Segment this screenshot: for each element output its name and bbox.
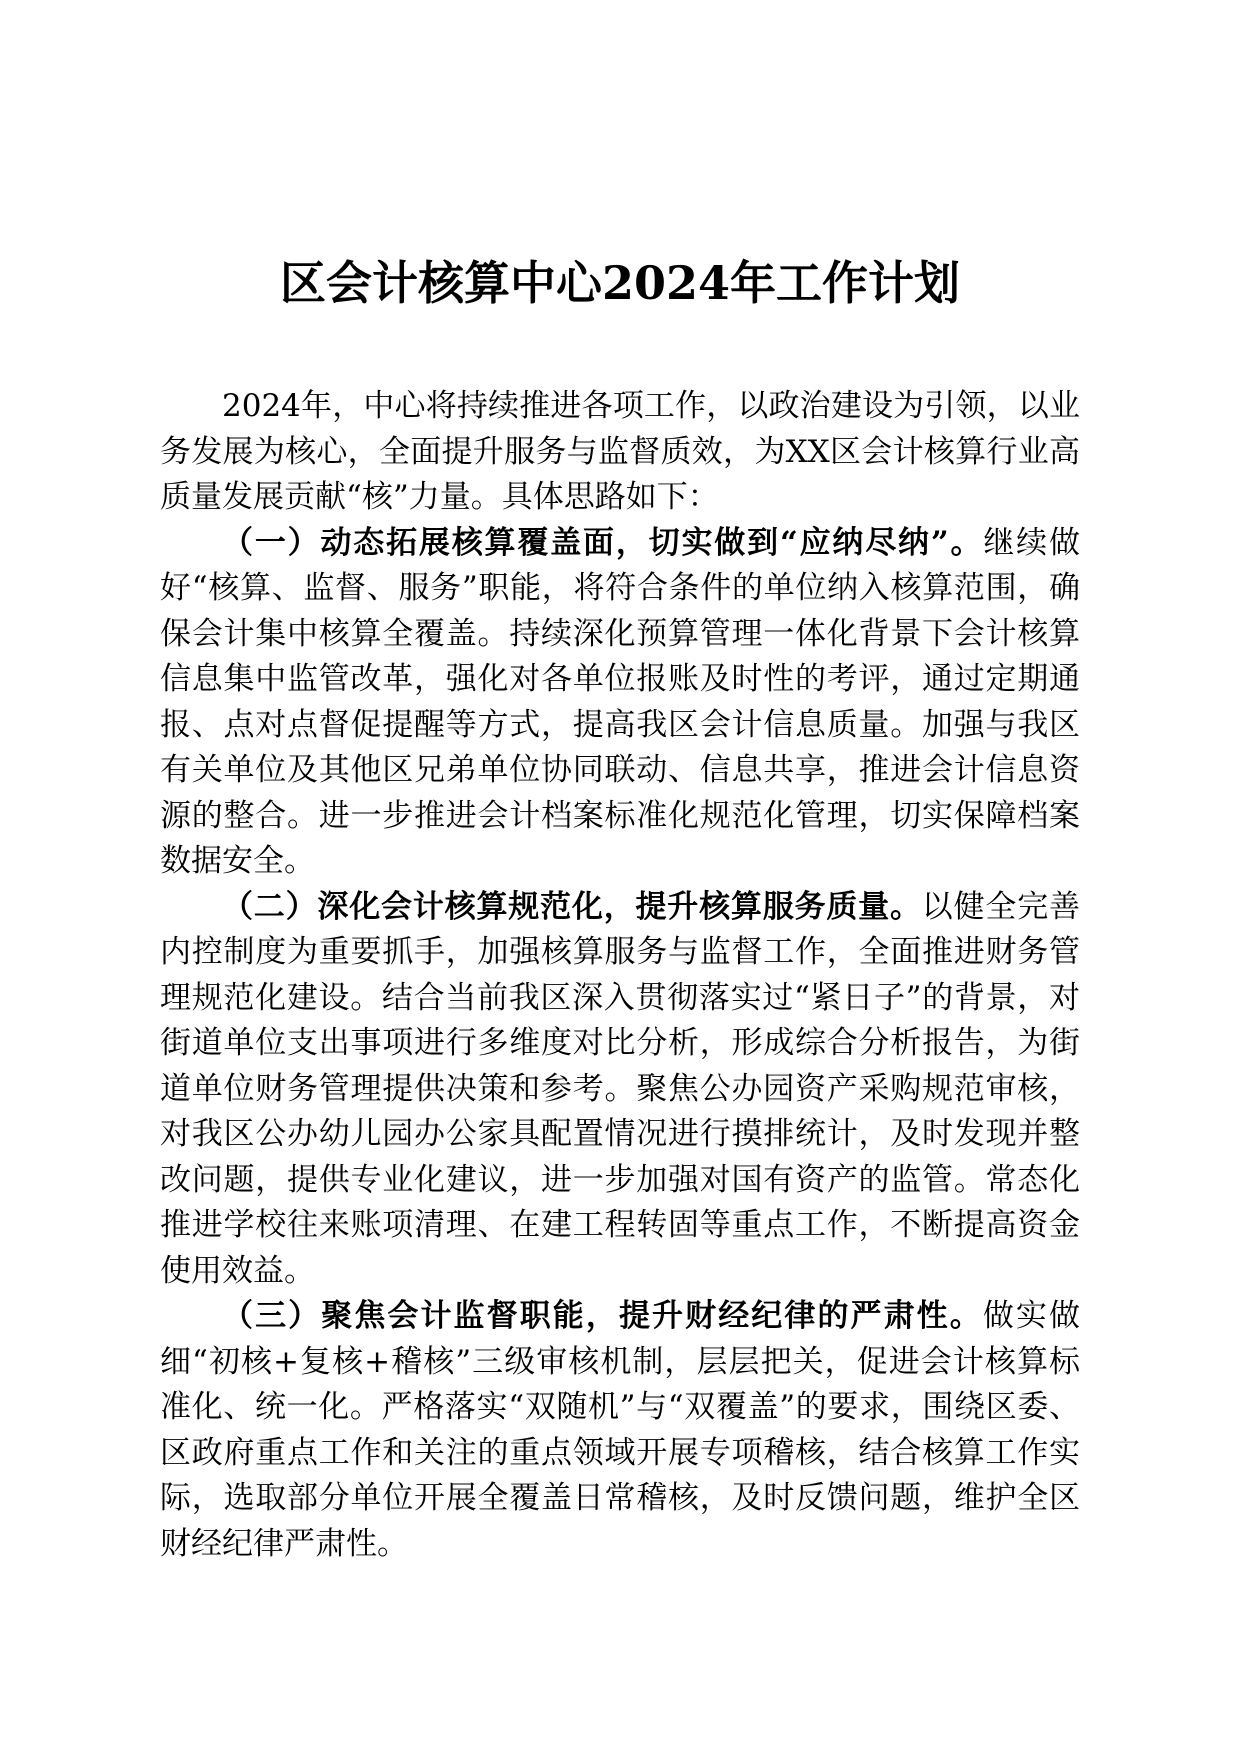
section-2-body: 以健全完善内控制度为重要抓手，加强核算服务与监督工作，全面推进财务管理规范化建设。结合当前我区深入贯彻落实过“紧日子”的背景，对街道单位支出事项进行多维度对比分析，形成综合分析报告，为街道单位财务管理提供决策和参考。聚焦公办园资产采购规范审核，对我区公办幼儿园办公家具配置情况进行摸排统计，及时发现并整改问题，提供专业化建议，进一步加强对国有资产的监管。常态化推进学校往来账项清理、在建工程转固等重点工作，不断提高资金使用效益。 — [160, 888, 1081, 1289]
intro-paragraph: 2024年，中心将持续推进各项工作，以政治建设为引领，以业务发展为核心，全面提升服务与监督质效，为XX区会计核算行业高质量发展贡献“核”力量。具体思路如下： — [160, 388, 1080, 515]
section-1-body: 继续做好“核算、监督、服务”职能，将符合条件的单位纳入核算范围，确保会计集中核算全覆盖。持续深化预算管理一体化背景下会计核算信息集中监管改革，强化对各单位报账及时性的考评，通过定期通报、点对点督促提醒等方式，提高我区会计信息质量。加强与我区有关单位及其他区兄弟单位协同联动、信息共享，推进会计信息资源的整合。进一步推进会计档案标准化规范化管理，切实保障档案数据安全。 — [160, 524, 1080, 879]
section-2-heading: （二）深化会计核算规范化，提升核算服务质量。 — [222, 888, 922, 925]
section-2-paragraph — [160, 885, 1080, 1295]
section-3-paragraph — [160, 1294, 1080, 1567]
section-3-body: 做实做细“初核+复核+稽核”三级审核机制，层层把关，促进会计核算标准化、统一化。严格落实“双随机”与“双覆盖”的要求，围绕区委、区政府重点工作和关注的重点领域开展专项稽核，结合核算工作实际，选取部分单位开展全覆盖日常稽核，及时反馈问题，维护全区财经纪律严肃性。 — [160, 1298, 1081, 1562]
section-3-heading: （三）聚焦会计监督职能，提升财经纪律的严肃性。 — [222, 1298, 983, 1334]
section-1-paragraph — [160, 521, 1080, 885]
section-1-heading: （一）动态拓展核算覆盖面，切实做到“应纳尽纳”。 — [222, 524, 984, 561]
document-title: 区会计核算中心2024年工作计划 — [279, 256, 961, 310]
document-body — [160, 384, 1080, 1567]
